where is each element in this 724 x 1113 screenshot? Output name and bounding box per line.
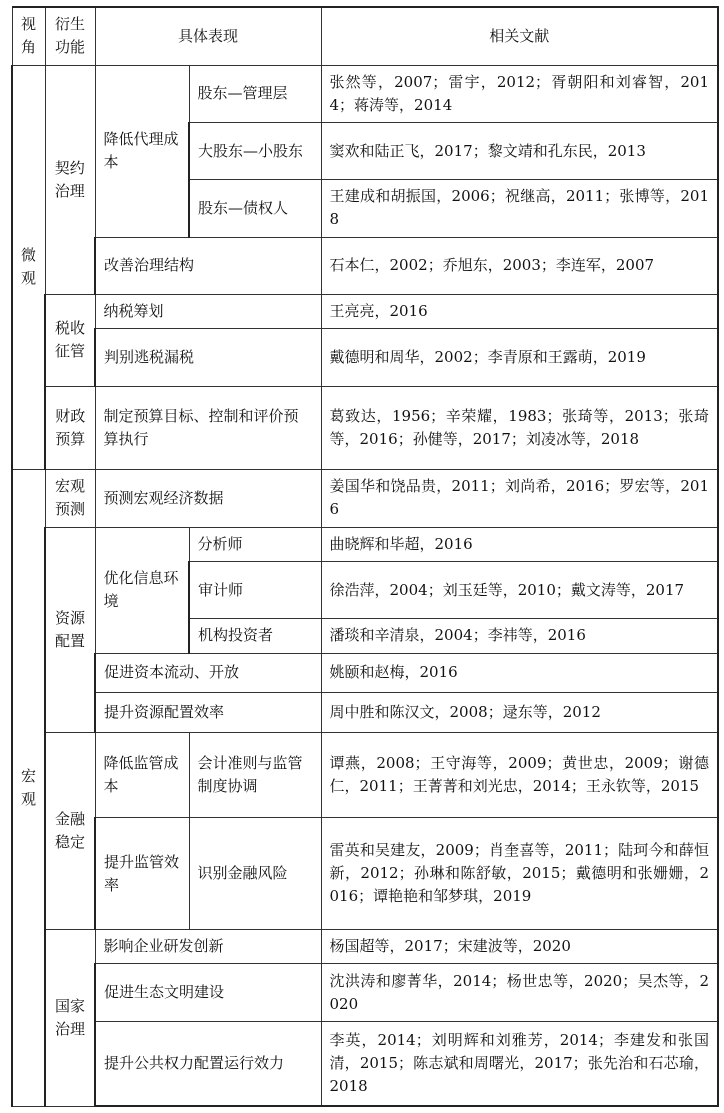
table-row <box>12 818 718 930</box>
perf-lower-cost: 降低监管成本 <box>95 732 189 818</box>
view-micro: 微观 <box>12 65 45 470</box>
ref-institution: 潘琰和辛清泉，2004；李祎等，2016 <box>321 619 718 653</box>
ref-power: 李英，2014；刘明辉和刘雅芳，2014；李建发和张国清，2015；陈志斌和周曙光，2017；张先治和石芯瑜，2018 <box>321 1021 718 1106</box>
perf-sh-mgmt: 股东—管理层 <box>189 65 321 122</box>
table-row <box>12 386 718 469</box>
header-function: 衍生功能 <box>45 7 95 65</box>
table-row <box>12 527 718 561</box>
table-row <box>12 470 718 527</box>
perf-eco: 促进生态文明建设 <box>95 964 321 1021</box>
perf-tax-evasion: 判别逃税漏税 <box>95 329 321 386</box>
function-contract: 契约治理 <box>45 65 95 294</box>
table-row <box>12 329 718 386</box>
perf-improve-structure: 改善治理结构 <box>95 237 321 294</box>
perf-info-env: 优化信息环境 <box>95 527 189 653</box>
function-budget: 财政预算 <box>45 386 95 469</box>
perf-forecast-data: 预测宏观经济数据 <box>95 470 321 527</box>
ref-improve-structure: 石本仁，2002；乔旭东，2003；李连军，2007 <box>321 237 718 294</box>
table-row <box>12 294 718 328</box>
ref-sh-mgmt: 张然等，2007；雷宇，2012；胥朝阳和刘睿智，2014；蒋涛等，2014 <box>321 65 718 122</box>
perf-capital-flow: 促进资本流动、开放 <box>95 653 321 693</box>
perf-analyst: 分析师 <box>189 527 321 561</box>
function-governance: 国家治理 <box>45 930 95 1106</box>
ref-risk: 雷英和吴建友，2009；肖奎喜等，2011；陆珂今和薛恒新，2012；孙琳和陈舒敏，2015；戴德明和张姗姗，2016；谭艳艳和邹梦琪，2019 <box>321 818 718 930</box>
perf-risk: 识别金融风险 <box>189 818 321 930</box>
perf-agency-cost: 降低代理成本 <box>95 65 189 237</box>
table-row <box>12 964 718 1021</box>
header-view: 视角 <box>12 7 45 65</box>
ref-forecast-data: 姜国华和饶品贵，2011；刘尚希，2016；罗宏等，2016 <box>321 470 718 527</box>
function-finance: 金融稳定 <box>45 732 95 929</box>
perf-standards: 会计准则与监管制度协调 <box>189 732 321 818</box>
perf-big-small: 大股东—小股东 <box>189 122 321 179</box>
ref-rd: 杨国超等，2017；宋建波等，2020 <box>321 930 718 964</box>
perf-tax-plan: 纳税筹划 <box>95 294 321 328</box>
function-tax: 税收征管 <box>45 294 95 386</box>
view-macro: 宏观 <box>12 470 45 1106</box>
header-references: 相关文献 <box>321 7 718 65</box>
table-row <box>12 693 718 733</box>
ref-efficiency: 周中胜和陈汉文，2008；逯东等，2012 <box>321 693 718 733</box>
table-row <box>12 732 718 818</box>
ref-tax-plan: 王亮亮，2016 <box>321 294 718 328</box>
ref-big-small: 窦欢和陆正飞，2017；黎文靖和孔东民，2013 <box>321 122 718 179</box>
ref-auditor: 徐浩萍，2004；刘玉廷等，2010；戴文涛等，2017 <box>321 561 718 618</box>
ref-standards: 谭燕，2008；王守海等，2009；黄世忠，2009；谢德仁，2011；王菁菁和刘光忠，2014；王永钦等，2015 <box>321 732 718 818</box>
perf-budget-exec: 制定预算目标、控制和评价预算执行 <box>95 386 321 469</box>
function-allocation: 资源配置 <box>45 527 95 732</box>
ref-tax-evasion: 戴德明和周华，2002；李青原和王露萌，2019 <box>321 329 718 386</box>
ref-sh-creditor: 王建成和胡振国，2006；祝继高，2011；张博等，2018 <box>321 180 718 237</box>
perf-efficiency: 提升资源配置效率 <box>95 693 321 733</box>
table-row <box>12 930 718 964</box>
ref-budget-exec: 葛致达，1956；辛荣耀，1983；张琦等，2013；张琦等，2016；孙健等，2017；刘凌冰等，2018 <box>321 386 718 469</box>
perf-rd: 影响企业研发创新 <box>95 930 321 964</box>
table-row <box>12 1021 718 1106</box>
perf-auditor: 审计师 <box>189 561 321 618</box>
table-row <box>12 237 718 294</box>
ref-capital-flow: 姚颐和赵梅，2016 <box>321 653 718 693</box>
header-row <box>12 7 718 65</box>
table-row <box>12 653 718 693</box>
function-forecast: 宏观预测 <box>45 470 95 527</box>
perf-institution: 机构投资者 <box>189 619 321 653</box>
literature-table <box>11 6 719 1107</box>
ref-eco: 沈洪涛和廖菁华，2014；杨世忠等，2020；吴杰等，2020 <box>321 964 718 1021</box>
perf-power: 提升公共权力配置运行效力 <box>95 1021 321 1106</box>
perf-sh-creditor: 股东—债权人 <box>189 180 321 237</box>
table-row <box>12 65 718 122</box>
header-performance: 具体表现 <box>95 7 321 65</box>
perf-raise-eff: 提升监管效率 <box>95 818 189 930</box>
ref-analyst: 曲晓辉和毕超，2016 <box>321 527 718 561</box>
